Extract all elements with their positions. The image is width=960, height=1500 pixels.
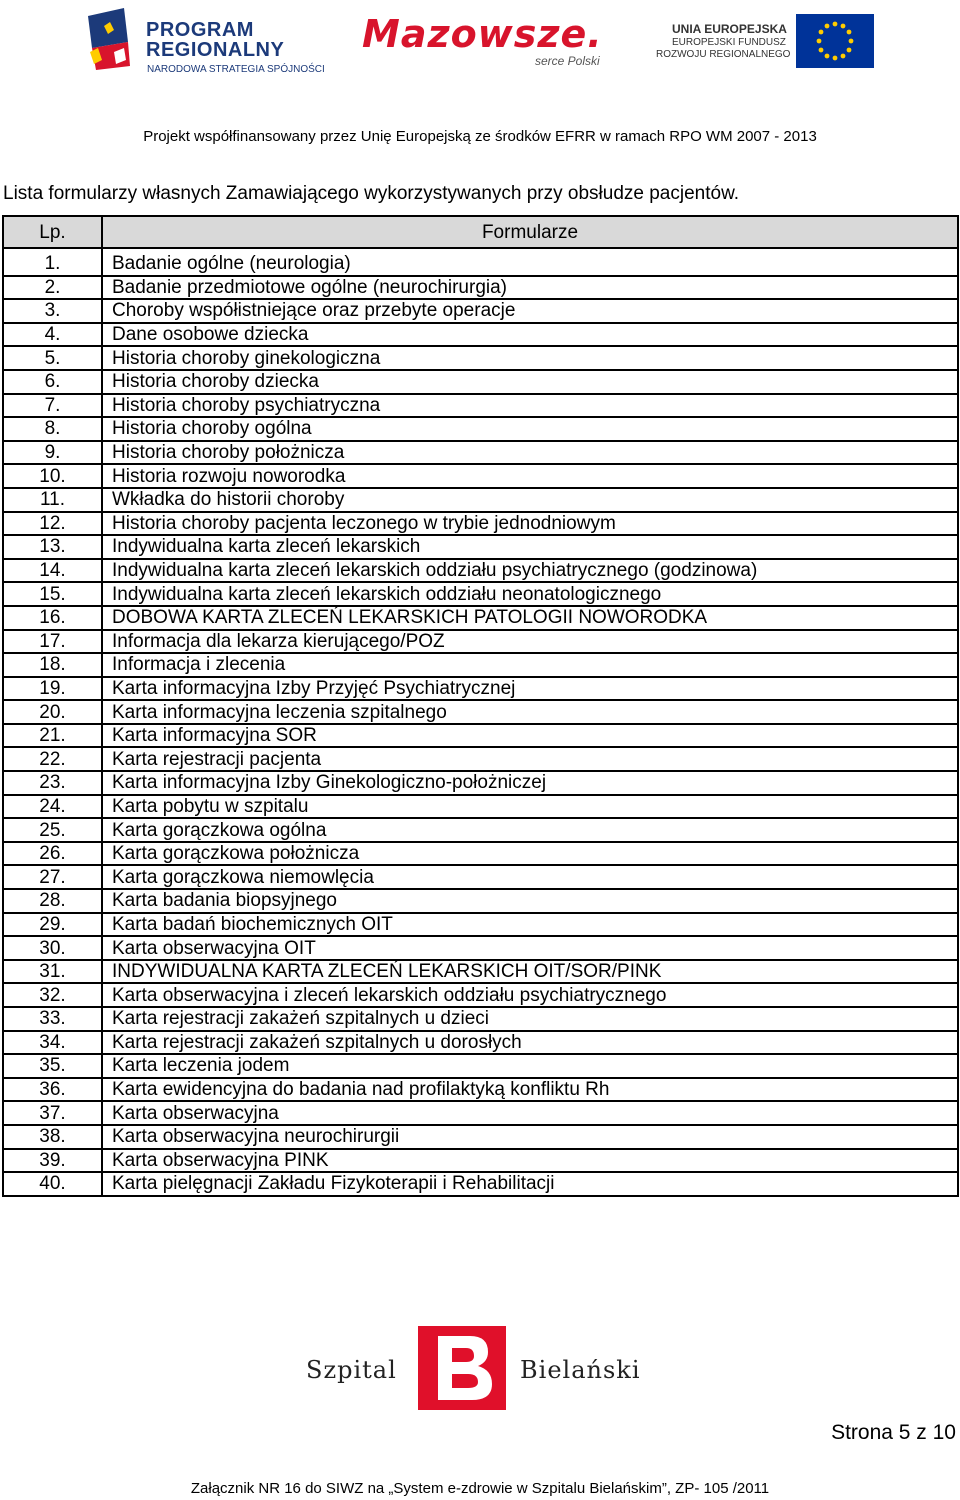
eu-logo-line2: EUROPEJSKI FUNDUSZ <box>672 37 786 48</box>
table-row <box>3 1125 958 1149</box>
table-row <box>3 394 958 418</box>
header-logos <box>0 0 960 90</box>
row-number: 34. <box>3 1031 102 1055</box>
table-row <box>3 417 958 441</box>
row-number: 39. <box>3 1149 102 1173</box>
row-number: 17. <box>3 630 102 654</box>
row-number: 1. <box>3 248 102 276</box>
form-name: Karta rejestracji zakażeń szpitalnych u dzieci <box>102 1007 958 1031</box>
table-row <box>3 1054 958 1078</box>
form-name: Karta informacyjna SOR <box>102 724 958 748</box>
form-name: Karta informacyjna leczenia szpitalnego <box>102 700 958 724</box>
row-number: 5. <box>3 346 102 370</box>
table-row <box>3 936 958 960</box>
forms-table <box>2 215 959 1197</box>
form-name: Karta obserwacyjna <box>102 1101 958 1125</box>
form-name: Historia choroby ogólna <box>102 417 958 441</box>
hospital-logo-left-text: Szpital <box>306 1356 397 1384</box>
row-number: 8. <box>3 417 102 441</box>
table-body <box>3 248 958 1196</box>
form-name: Historia choroby pacjenta leczonego w trybie jednodniowym <box>102 512 958 536</box>
form-name: Historia choroby dziecka <box>102 370 958 394</box>
eu-logo-line3: ROZWOJU REGIONALNEGO <box>656 49 791 60</box>
column-header-lp: Lp. <box>3 216 102 248</box>
project-funding-line: Projekt współfinansowany przez Unię Europejską ze środków EFRR w ramach RPO WM 2007 - 2013 <box>143 128 817 145</box>
table-row <box>3 865 958 889</box>
hospital-b-mark-icon <box>418 1326 506 1410</box>
table-row <box>3 630 958 654</box>
form-name: Karta pielęgnacji Zakładu Fizykoterapii i Rehabilitacji <box>102 1172 958 1196</box>
page-number: Strona 5 z 10 <box>831 1421 956 1444</box>
form-name: Karta informacyjna Izby Przyjęć Psychiatrycznej <box>102 677 958 701</box>
table-row <box>3 299 958 323</box>
row-number: 31. <box>3 960 102 984</box>
form-name: Karta pobytu w szpitalu <box>102 795 958 819</box>
row-number: 18. <box>3 653 102 677</box>
row-number: 3. <box>3 299 102 323</box>
row-number: 33. <box>3 1007 102 1031</box>
form-name: Indywidualna karta zleceń lekarskich <box>102 535 958 559</box>
form-name: Karta gorączkowa niemowlęcia <box>102 865 958 889</box>
table-row <box>3 1149 958 1173</box>
table-row <box>3 606 958 630</box>
eu-flag-icon <box>796 14 874 68</box>
form-name: Choroby współistniejące oraz przebyte operacje <box>102 299 958 323</box>
row-number: 20. <box>3 700 102 724</box>
form-name: Karta gorączkowa położnicza <box>102 842 958 866</box>
program-logo-line3: NARODOWA STRATEGIA SPÓJNOŚCI <box>147 64 325 75</box>
row-number: 29. <box>3 913 102 937</box>
column-header-formularze: Formularze <box>102 216 958 248</box>
table-row <box>3 1101 958 1125</box>
form-name: Historia choroby ginekologiczna <box>102 346 958 370</box>
table-row <box>3 1031 958 1055</box>
form-name: Karta ewidencyjna do badania nad profilaktyką konfliktu Rh <box>102 1078 958 1102</box>
row-number: 12. <box>3 512 102 536</box>
table-row <box>3 1007 958 1031</box>
program-logo-line1: PROGRAM <box>146 19 254 41</box>
form-name: Karta obserwacyjna neurochirurgii <box>102 1125 958 1149</box>
row-number: 32. <box>3 983 102 1007</box>
row-number: 4. <box>3 323 102 347</box>
row-number: 37. <box>3 1101 102 1125</box>
mazowsze-logo-tagline: serce Polski <box>535 54 600 68</box>
row-number: 25. <box>3 818 102 842</box>
form-name: Karta gorączkowa ogólna <box>102 818 958 842</box>
table-row <box>3 747 958 771</box>
form-name: Historia choroby położnicza <box>102 441 958 465</box>
form-name: Historia choroby psychiatryczna <box>102 394 958 418</box>
table-row <box>3 559 958 583</box>
table-row <box>3 1078 958 1102</box>
table-row <box>3 346 958 370</box>
table-row <box>3 700 958 724</box>
row-number: 13. <box>3 535 102 559</box>
form-name: Karta badań biochemicznych OIT <box>102 913 958 937</box>
form-name: Karta rejestracji zakażeń szpitalnych u dorosłych <box>102 1031 958 1055</box>
table-row <box>3 370 958 394</box>
row-number: 24. <box>3 795 102 819</box>
row-number: 11. <box>3 488 102 512</box>
table-row <box>3 913 958 937</box>
row-number: 19. <box>3 677 102 701</box>
hospital-logo-right-text: Bielański <box>520 1356 641 1384</box>
row-number: 35. <box>3 1054 102 1078</box>
form-name: Dane osobowe dziecka <box>102 323 958 347</box>
table-row <box>3 724 958 748</box>
form-name: Historia rozwoju noworodka <box>102 464 958 488</box>
table-row <box>3 582 958 606</box>
form-name: Indywidualna karta zleceń lekarskich oddziału psychiatrycznego (godzinowa) <box>102 559 958 583</box>
row-number: 36. <box>3 1078 102 1102</box>
szpital-bielanski-logo <box>306 1326 656 1414</box>
eu-logo <box>656 14 876 70</box>
row-number: 16. <box>3 606 102 630</box>
mazowsze-logo <box>362 12 632 72</box>
table-row <box>3 818 958 842</box>
program-regionalny-logo <box>84 6 344 80</box>
row-number: 27. <box>3 865 102 889</box>
row-number: 22. <box>3 747 102 771</box>
form-name: Wkładka do historii choroby <box>102 488 958 512</box>
form-name: INDYWIDUALNA KARTA ZLECEŃ LEKARSKICH OIT/SOR/PINK <box>102 960 958 984</box>
row-number: 10. <box>3 464 102 488</box>
table-row <box>3 677 958 701</box>
row-number: 26. <box>3 842 102 866</box>
row-number: 2. <box>3 276 102 300</box>
footer-note: Załącznik NR 16 do SIWZ na „System e-zdrowie w Szpitalu Bielańskim”, ZP- 105 /2011 <box>190 1480 770 1497</box>
form-name: Karta badania biopsyjnego <box>102 889 958 913</box>
table-row <box>3 323 958 347</box>
table-row <box>3 512 958 536</box>
program-logo-line2: REGIONALNY <box>146 39 285 61</box>
row-number: 23. <box>3 771 102 795</box>
eu-logo-line1: UNIA EUROPEJSKA <box>672 22 787 36</box>
row-number: 21. <box>3 724 102 748</box>
form-name: Karta leczenia jodem <box>102 1054 958 1078</box>
form-name: Badanie przedmiotowe ogólne (neurochirurgia) <box>102 276 958 300</box>
table-row <box>3 276 958 300</box>
table-row <box>3 889 958 913</box>
program-regionalny-flag-icon <box>84 8 140 78</box>
table-row <box>3 441 958 465</box>
table-row <box>3 771 958 795</box>
row-number: 6. <box>3 370 102 394</box>
form-name: Karta obserwacyjna i zleceń lekarskich oddziału psychiatrycznego <box>102 983 958 1007</box>
table-row <box>3 535 958 559</box>
table-row <box>3 488 958 512</box>
row-number: 28. <box>3 889 102 913</box>
form-name: Indywidualna karta zleceń lekarskich oddziału neonatologicznego <box>102 582 958 606</box>
form-name: Informacja dla lekarza kierującego/POZ <box>102 630 958 654</box>
table-row <box>3 464 958 488</box>
table-row <box>3 983 958 1007</box>
table-row <box>3 248 958 276</box>
row-number: 14. <box>3 559 102 583</box>
table-row <box>3 795 958 819</box>
row-number: 9. <box>3 441 102 465</box>
form-name: DOBOWA KARTA ZLECEŃ LEKARSKICH PATOLOGII NOWORODKA <box>102 606 958 630</box>
form-name: Informacja i zlecenia <box>102 653 958 677</box>
form-name: Karta obserwacyjna PINK <box>102 1149 958 1173</box>
table-row <box>3 842 958 866</box>
table-row <box>3 1172 958 1196</box>
mazowsze-logo-name: Mazowsze. <box>362 12 603 56</box>
form-name: Karta informacyjna Izby Ginekologiczno-położniczej <box>102 771 958 795</box>
row-number: 30. <box>3 936 102 960</box>
table-row <box>3 960 958 984</box>
table-row <box>3 653 958 677</box>
form-name: Badanie ogólne (neurologia) <box>102 248 958 276</box>
form-name: Karta rejestracji pacjenta <box>102 747 958 771</box>
intro-heading: Lista formularzy własnych Zamawiającego wykorzystywanych przy obsłudze pacjentów. <box>3 183 740 204</box>
row-number: 15. <box>3 582 102 606</box>
form-name: Karta obserwacyjna OIT <box>102 936 958 960</box>
row-number: 38. <box>3 1125 102 1149</box>
row-number: 7. <box>3 394 102 418</box>
table-header-row <box>3 216 958 248</box>
row-number: 40. <box>3 1172 102 1196</box>
